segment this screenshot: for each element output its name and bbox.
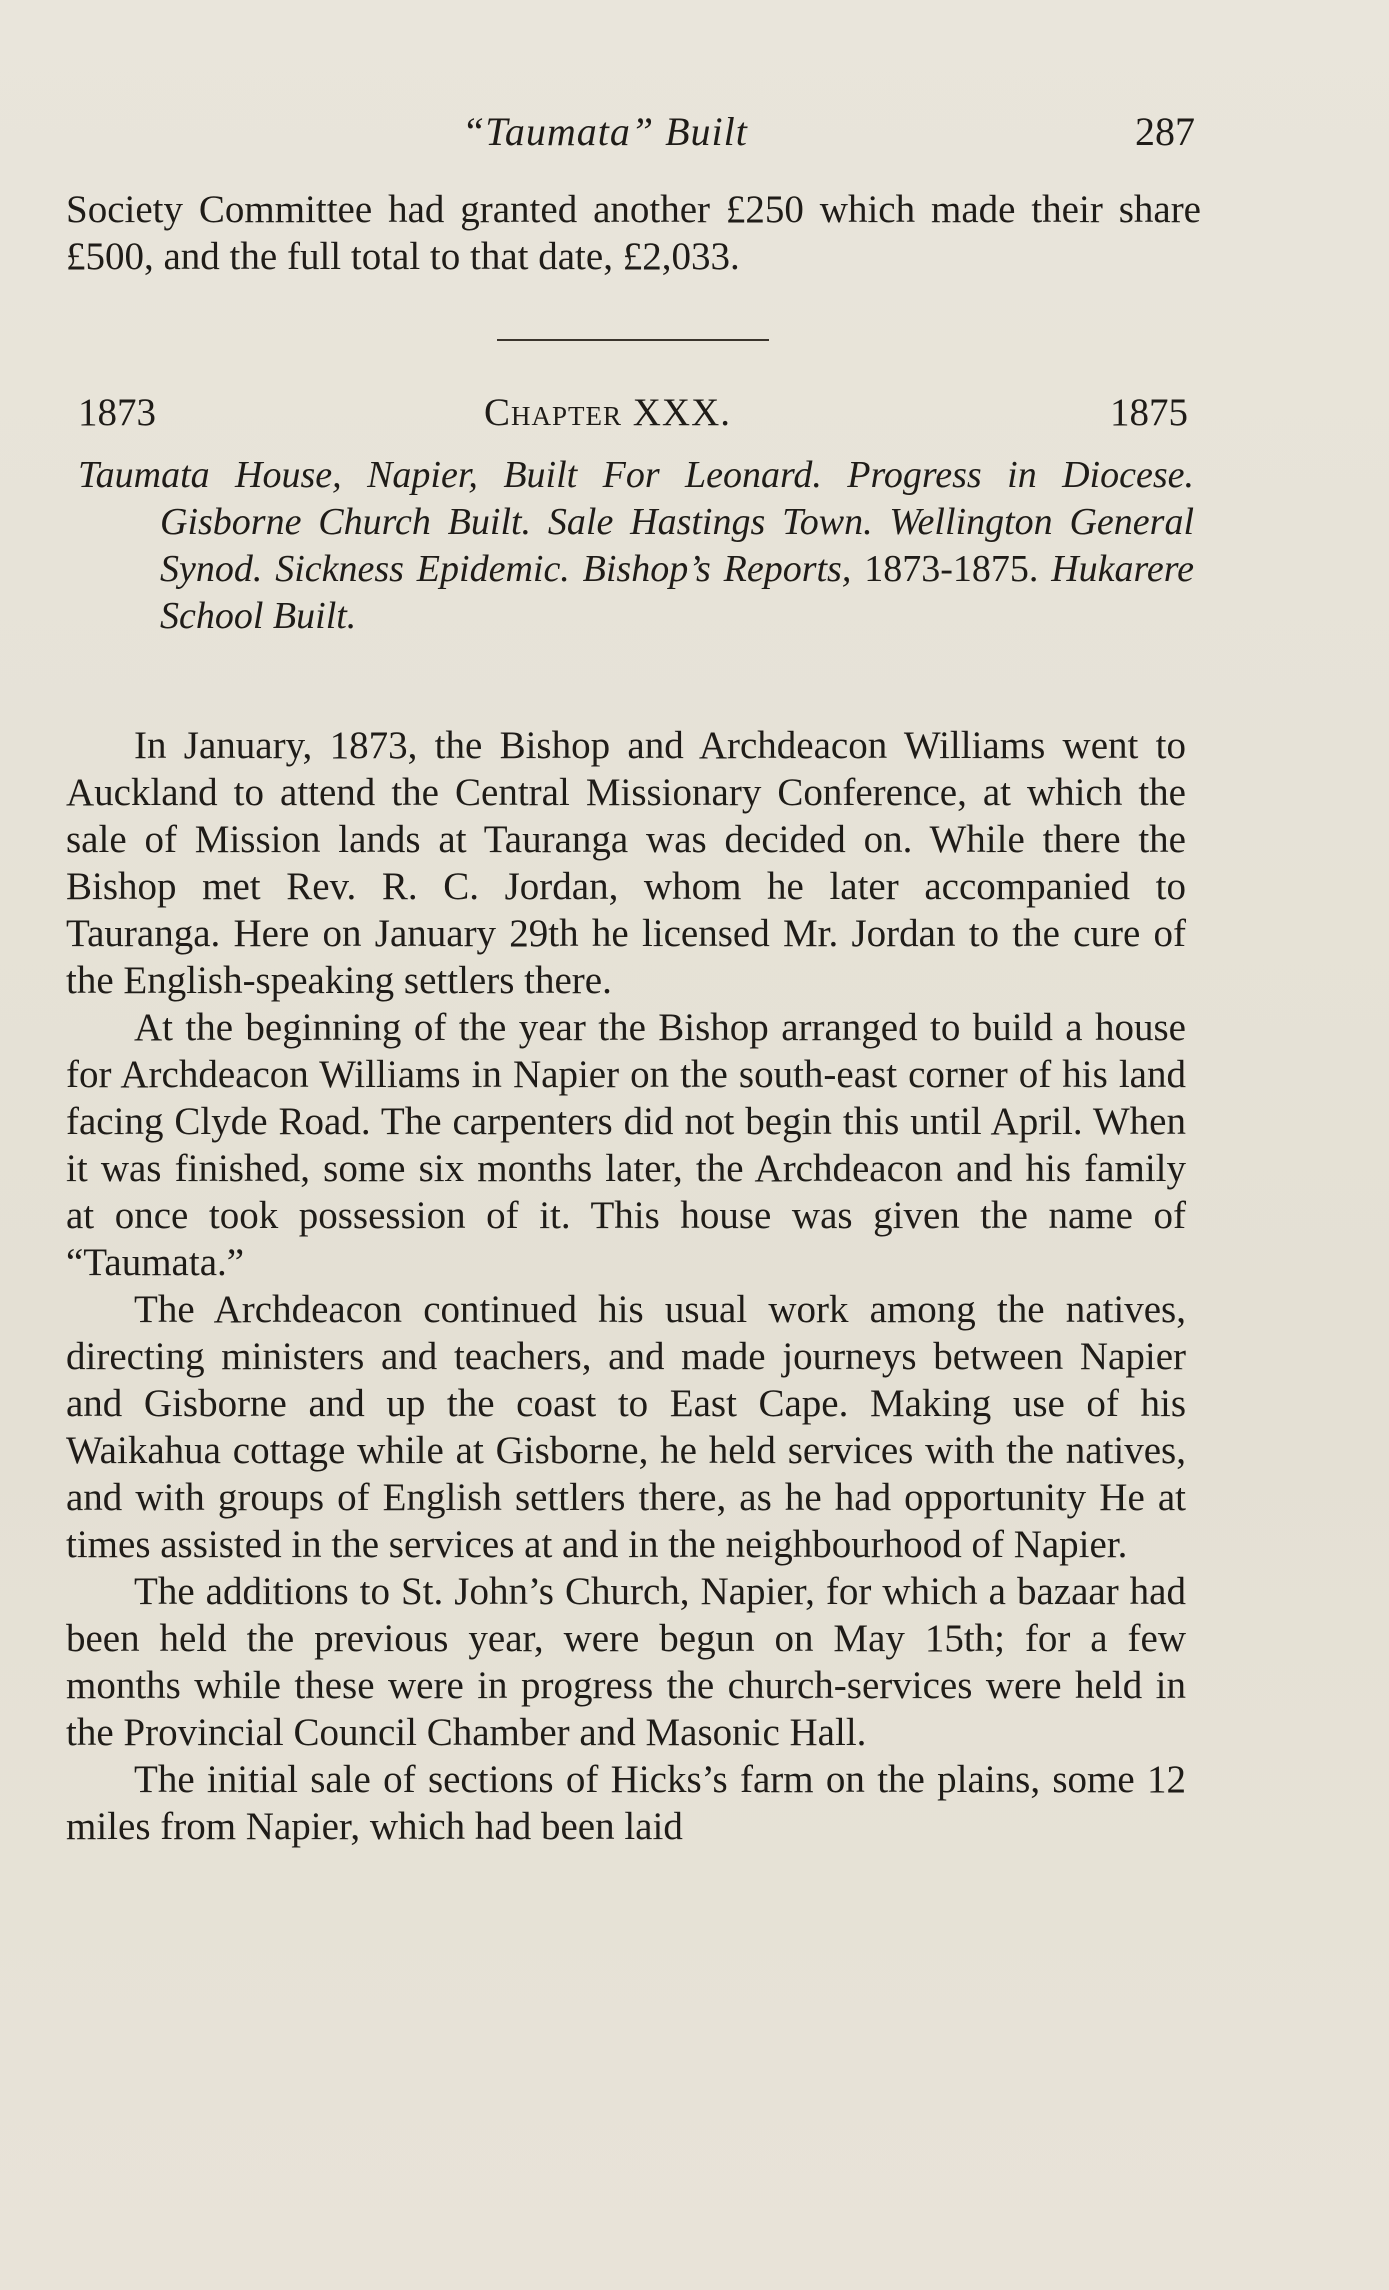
paragraph: In January, 1873, the Bishop and Archdeacon Williams went to Auckland to attend the Central Missionary Conference, at which the sale of Mission lands at Tauranga was decided on. While there the Bishop met Rev. R. C. Jordan, whom he later accompanied to Tauranga. Here on January 29th he licensed Mr. Jordan to the cure of the English-speaking settlers there. bbox=[66, 724, 1186, 1002]
synopsis-part-2: Hukarere School Built. bbox=[160, 548, 1195, 637]
paragraph: At the beginning of the year the Bishop arranged to build a house for Archdeacon Williams in Napier on the south-east corner of his land facing Clyde Road. The carpenters did not begin this until April. When it was finished, some six months later, the Archdeacon and his family at once took possession of it. This house was given the name of “Taumata.” bbox=[66, 1006, 1186, 1284]
running-title: “Taumata” Built bbox=[462, 109, 748, 154]
chapter-year-start: 1873 bbox=[78, 391, 156, 434]
chapter-title: Chapter XXX. bbox=[484, 391, 732, 434]
paragraph: The additions to St. John’s Church, Napier, for which a bazaar had been held the previous year, were begun on May 15th; for a few months while these were in progress the church-services were held in the Provincial Council Chamber and Masonic Hall. bbox=[66, 1570, 1186, 1754]
chapter-heading bbox=[0, 390, 1389, 440]
intro-paragraph-block bbox=[66, 186, 1201, 280]
synopsis-part-1: Taumata House, Napier, Built For Leonard. Progress in Diocese. Gisborne Church Built. Sale Hastings Town. Wellington General Synod. Sickness Epidemic. Bishop’s Reports, bbox=[78, 454, 1194, 590]
body-text bbox=[66, 722, 1186, 1850]
running-head bbox=[0, 108, 1389, 158]
intro-paragraph: Society Committee had granted another £250 which made their share £500, and the full total to that date, £2,033. bbox=[66, 188, 1201, 278]
chapter-year-end: 1875 bbox=[1110, 391, 1188, 434]
synopsis-years: 1873-1875. bbox=[864, 548, 1039, 590]
section-divider bbox=[497, 339, 769, 341]
paragraph: The initial sale of sections of Hicks’s farm on the plains, some 12 miles from Napier, which had been laid bbox=[66, 1758, 1186, 1848]
page-number: 287 bbox=[1135, 109, 1195, 154]
paragraph: The Archdeacon continued his usual work among the natives, directing ministers and teachers, and made journeys between Napier and Gisborne and up the coast to East Cape. Making use of his Waikahua cottage while at Gisborne, he held services with the natives, and with groups of English settlers there, as he had opportunity He at times assisted in the services at and in the neighbourhood of Napier. bbox=[66, 1288, 1186, 1566]
chapter-synopsis bbox=[78, 452, 1194, 640]
